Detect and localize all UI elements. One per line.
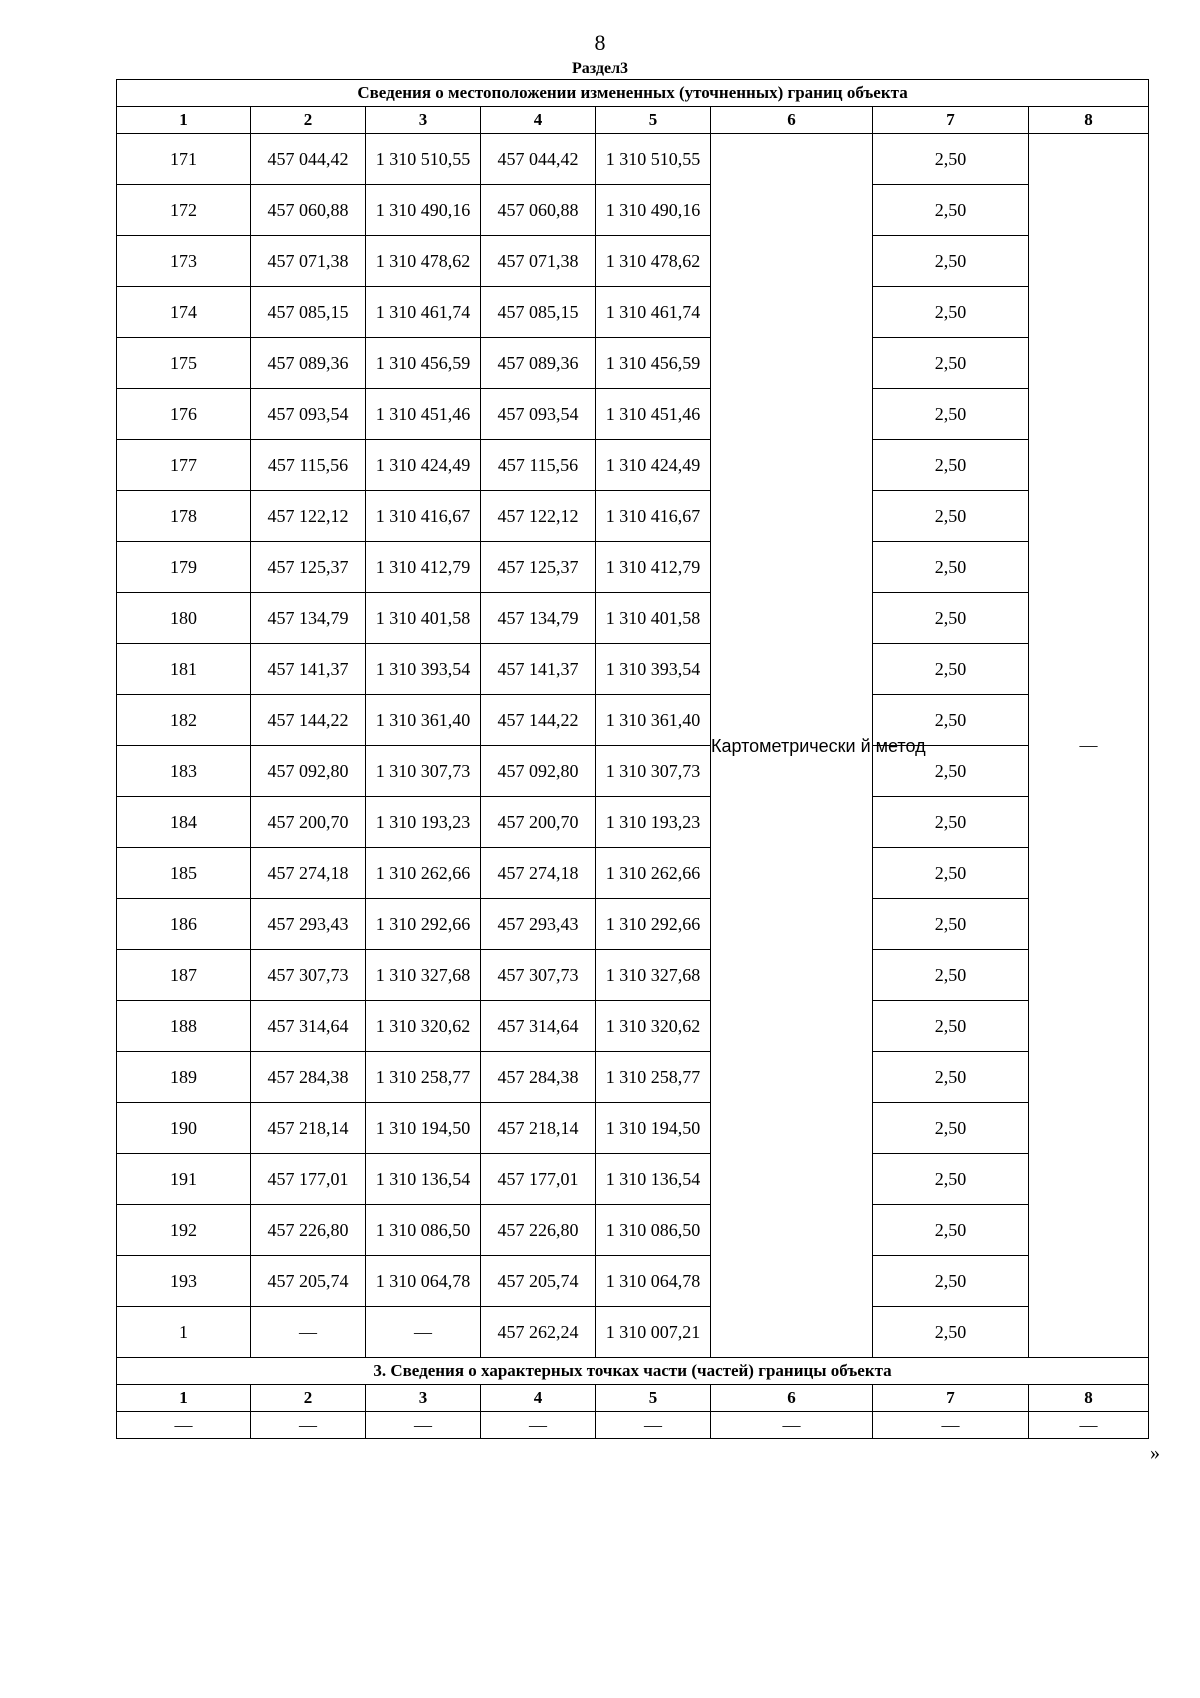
point-number-cell: 178 [117, 491, 251, 542]
accuracy-cell: 2,50 [873, 899, 1029, 950]
x-refined-cell: 457 177,01 [481, 1154, 596, 1205]
accuracy-cell: 2,50 [873, 542, 1029, 593]
accuracy-cell: 2,50 [873, 185, 1029, 236]
accuracy-cell: 2,50 [873, 1307, 1029, 1358]
table-row [117, 1205, 1149, 1256]
y-refined-cell: 1 310 401,58 [596, 593, 711, 644]
x-refined-cell: 457 089,36 [481, 338, 596, 389]
x-existing-cell: 457 205,74 [251, 1256, 366, 1307]
table1-title: Сведения о местоположении измененных (уточненных) границ объекта [117, 80, 1149, 107]
x-refined-cell: 457 092,80 [481, 746, 596, 797]
y-refined-cell: 1 310 461,74 [596, 287, 711, 338]
empty-value-cell: — [251, 1412, 366, 1439]
y-refined-cell: 1 310 424,49 [596, 440, 711, 491]
empty-value-cell: — [481, 1412, 596, 1439]
x-existing-cell: 457 085,15 [251, 287, 366, 338]
table-row [117, 1307, 1149, 1358]
empty-value-cell: — [873, 1412, 1029, 1439]
point-number-cell: 186 [117, 899, 251, 950]
y-existing-cell: 1 310 490,16 [366, 185, 481, 236]
x-refined-cell: 457 262,24 [481, 1307, 596, 1358]
accuracy-cell: 2,50 [873, 695, 1029, 746]
x-existing-cell: 457 092,80 [251, 746, 366, 797]
boundary-coordinates-table [116, 79, 1149, 1439]
column-number-row [117, 1385, 1149, 1412]
point-number-cell: 193 [117, 1256, 251, 1307]
table-row [117, 1412, 1149, 1439]
x-refined-cell: 457 115,56 [481, 440, 596, 491]
accuracy-cell: 2,50 [873, 950, 1029, 1001]
x-existing-cell: 457 093,54 [251, 389, 366, 440]
column-number: 3 [366, 107, 481, 134]
x-existing-cell: — [251, 1307, 366, 1358]
y-existing-cell: 1 310 412,79 [366, 542, 481, 593]
point-number-cell: 191 [117, 1154, 251, 1205]
x-refined-cell: 457 205,74 [481, 1256, 596, 1307]
y-existing-cell: — [366, 1307, 481, 1358]
point-number-cell: 180 [117, 593, 251, 644]
y-refined-cell: 1 310 327,68 [596, 950, 711, 1001]
empty-value-cell: — [1029, 1412, 1149, 1439]
x-refined-cell: 457 226,80 [481, 1205, 596, 1256]
x-refined-cell: 457 307,73 [481, 950, 596, 1001]
y-existing-cell: 1 310 461,74 [366, 287, 481, 338]
y-refined-cell: 1 310 510,55 [596, 134, 711, 185]
x-existing-cell: 457 089,36 [251, 338, 366, 389]
column-number: 1 [117, 107, 251, 134]
y-existing-cell: 1 310 361,40 [366, 695, 481, 746]
y-refined-cell: 1 310 292,66 [596, 899, 711, 950]
point-number-cell: 190 [117, 1103, 251, 1154]
x-refined-cell: 457 134,79 [481, 593, 596, 644]
x-existing-cell: 457 060,88 [251, 185, 366, 236]
x-refined-cell: 457 144,22 [481, 695, 596, 746]
accuracy-cell: 2,50 [873, 1052, 1029, 1103]
table-row [117, 542, 1149, 593]
x-existing-cell: 457 122,12 [251, 491, 366, 542]
x-refined-cell: 457 071,38 [481, 236, 596, 287]
column-number: 8 [1029, 1385, 1149, 1412]
accuracy-cell: 2,50 [873, 491, 1029, 542]
section-title: Раздел3 [571, 60, 629, 77]
column-number: 7 [873, 107, 1029, 134]
table-row [117, 695, 1149, 746]
accuracy-cell: 2,50 [873, 797, 1029, 848]
x-refined-cell: 457 085,15 [481, 287, 596, 338]
table-row [117, 236, 1149, 287]
x-refined-cell: 457 200,70 [481, 797, 596, 848]
x-existing-cell: 457 115,56 [251, 440, 366, 491]
table-row [117, 134, 1149, 185]
y-existing-cell: 1 310 262,66 [366, 848, 481, 899]
y-refined-cell: 1 310 258,77 [596, 1052, 711, 1103]
accuracy-cell: 2,50 [873, 338, 1029, 389]
closing-quote: » [1150, 1442, 1160, 1464]
accuracy-cell: 2,50 [873, 1001, 1029, 1052]
column-number: 1 [117, 1385, 251, 1412]
column-number: 6 [711, 107, 873, 134]
table-row [117, 1256, 1149, 1307]
y-refined-cell: 1 310 086,50 [596, 1205, 711, 1256]
x-existing-cell: 457 284,38 [251, 1052, 366, 1103]
y-refined-cell: 1 310 136,54 [596, 1154, 711, 1205]
y-existing-cell: 1 310 416,67 [366, 491, 481, 542]
accuracy-cell: 2,50 [873, 440, 1029, 491]
empty-value-cell: — [117, 1412, 251, 1439]
point-number-cell: 192 [117, 1205, 251, 1256]
x-refined-cell: 457 293,43 [481, 899, 596, 950]
x-existing-cell: 457 144,22 [251, 695, 366, 746]
x-refined-cell: 457 060,88 [481, 185, 596, 236]
table-row [117, 746, 1149, 797]
table-row [117, 287, 1149, 338]
x-existing-cell: 457 125,37 [251, 542, 366, 593]
table-row [117, 1103, 1149, 1154]
point-number-cell: 177 [117, 440, 251, 491]
accuracy-cell: 2,50 [873, 746, 1029, 797]
point-number-cell: 173 [117, 236, 251, 287]
y-existing-cell: 1 310 064,78 [366, 1256, 481, 1307]
x-existing-cell: 457 200,70 [251, 797, 366, 848]
point-number-cell: 172 [117, 185, 251, 236]
y-existing-cell: 1 310 193,23 [366, 797, 481, 848]
point-number-cell: 183 [117, 746, 251, 797]
x-refined-cell: 457 044,42 [481, 134, 596, 185]
table-row [117, 593, 1149, 644]
table-row [117, 1052, 1149, 1103]
x-existing-cell: 457 307,73 [251, 950, 366, 1001]
y-existing-cell: 1 310 307,73 [366, 746, 481, 797]
point-number-cell: 171 [117, 134, 251, 185]
column-number: 6 [711, 1385, 873, 1412]
y-existing-cell: 1 310 136,54 [366, 1154, 481, 1205]
x-refined-cell: 457 122,12 [481, 491, 596, 542]
table-row [117, 389, 1149, 440]
point-number-cell: 182 [117, 695, 251, 746]
column-number: 3 [366, 1385, 481, 1412]
y-refined-cell: 1 310 416,67 [596, 491, 711, 542]
empty-value-cell: — [366, 1412, 481, 1439]
y-existing-cell: 1 310 478,62 [366, 236, 481, 287]
column-number: 4 [481, 107, 596, 134]
accuracy-cell: 2,50 [873, 287, 1029, 338]
x-existing-cell: 457 274,18 [251, 848, 366, 899]
y-refined-cell: 1 310 393,54 [596, 644, 711, 695]
table-row [117, 1001, 1149, 1052]
accuracy-cell: 2,50 [873, 1103, 1029, 1154]
point-number-cell: 175 [117, 338, 251, 389]
y-refined-cell: 1 310 194,50 [596, 1103, 711, 1154]
accuracy-cell: 2,50 [873, 1256, 1029, 1307]
y-refined-cell: 1 310 478,62 [596, 236, 711, 287]
y-refined-cell: 1 310 361,40 [596, 695, 711, 746]
x-refined-cell: 457 284,38 [481, 1052, 596, 1103]
method-cell: Картометрически й метод [711, 134, 873, 1358]
y-refined-cell: 1 310 412,79 [596, 542, 711, 593]
point-number-cell: 181 [117, 644, 251, 695]
table-row [117, 440, 1149, 491]
empty-value-cell: — [596, 1412, 711, 1439]
y-existing-cell: 1 310 292,66 [366, 899, 481, 950]
accuracy-cell: 2,50 [873, 848, 1029, 899]
y-existing-cell: 1 310 393,54 [366, 644, 481, 695]
x-refined-cell: 457 218,14 [481, 1103, 596, 1154]
table-row [117, 491, 1149, 542]
point-number-cell: 174 [117, 287, 251, 338]
y-refined-cell: 1 310 307,73 [596, 746, 711, 797]
y-existing-cell: 1 310 510,55 [366, 134, 481, 185]
y-refined-cell: 1 310 007,21 [596, 1307, 711, 1358]
x-refined-cell: 457 274,18 [481, 848, 596, 899]
page-number: 8 [594, 30, 606, 55]
table-row [117, 797, 1149, 848]
table-row [117, 848, 1149, 899]
y-refined-cell: 1 310 262,66 [596, 848, 711, 899]
column-number: 2 [251, 107, 366, 134]
y-refined-cell: 1 310 490,16 [596, 185, 711, 236]
x-existing-cell: 457 226,80 [251, 1205, 366, 1256]
y-existing-cell: 1 310 424,49 [366, 440, 481, 491]
y-refined-cell: 1 310 456,59 [596, 338, 711, 389]
column-number: 5 [596, 1385, 711, 1412]
table-row [117, 644, 1149, 695]
table-row [117, 950, 1149, 1001]
table-row [117, 185, 1149, 236]
x-existing-cell: 457 218,14 [251, 1103, 366, 1154]
column-number: 4 [481, 1385, 596, 1412]
x-existing-cell: 457 177,01 [251, 1154, 366, 1205]
accuracy-cell: 2,50 [873, 1205, 1029, 1256]
y-existing-cell: 1 310 258,77 [366, 1052, 481, 1103]
y-existing-cell: 1 310 456,59 [366, 338, 481, 389]
x-refined-cell: 457 141,37 [481, 644, 596, 695]
point-number-cell: 188 [117, 1001, 251, 1052]
y-existing-cell: 1 310 327,68 [366, 950, 481, 1001]
column-number-row [117, 107, 1149, 134]
table2-title: 3. Сведения о характерных точках части (частей) границы объекта [117, 1358, 1149, 1385]
description-cell: — [1029, 134, 1149, 1358]
y-existing-cell: 1 310 086,50 [366, 1205, 481, 1256]
point-number-cell: 187 [117, 950, 251, 1001]
x-refined-cell: 457 125,37 [481, 542, 596, 593]
y-existing-cell: 1 310 401,58 [366, 593, 481, 644]
y-existing-cell: 1 310 320,62 [366, 1001, 481, 1052]
x-existing-cell: 457 071,38 [251, 236, 366, 287]
column-number: 8 [1029, 107, 1149, 134]
empty-value-cell: — [711, 1412, 873, 1439]
column-number: 7 [873, 1385, 1029, 1412]
x-existing-cell: 457 044,42 [251, 134, 366, 185]
y-existing-cell: 1 310 451,46 [366, 389, 481, 440]
x-existing-cell: 457 314,64 [251, 1001, 366, 1052]
y-refined-cell: 1 310 193,23 [596, 797, 711, 848]
point-number-cell: 179 [117, 542, 251, 593]
table-row [117, 899, 1149, 950]
x-existing-cell: 457 293,43 [251, 899, 366, 950]
accuracy-cell: 2,50 [873, 593, 1029, 644]
point-number-cell: 189 [117, 1052, 251, 1103]
x-existing-cell: 457 141,37 [251, 644, 366, 695]
table-row [117, 338, 1149, 389]
accuracy-cell: 2,50 [873, 236, 1029, 287]
column-number: 2 [251, 1385, 366, 1412]
y-existing-cell: 1 310 194,50 [366, 1103, 481, 1154]
x-existing-cell: 457 134,79 [251, 593, 366, 644]
point-number-cell: 185 [117, 848, 251, 899]
accuracy-cell: 2,50 [873, 134, 1029, 185]
accuracy-cell: 2,50 [873, 389, 1029, 440]
table-row [117, 1154, 1149, 1205]
column-number: 5 [596, 107, 711, 134]
y-refined-cell: 1 310 064,78 [596, 1256, 711, 1307]
x-refined-cell: 457 093,54 [481, 389, 596, 440]
y-refined-cell: 1 310 320,62 [596, 1001, 711, 1052]
accuracy-cell: 2,50 [873, 1154, 1029, 1205]
y-refined-cell: 1 310 451,46 [596, 389, 711, 440]
point-number-cell: 184 [117, 797, 251, 848]
accuracy-cell: 2,50 [873, 644, 1029, 695]
x-refined-cell: 457 314,64 [481, 1001, 596, 1052]
point-number-cell: 176 [117, 389, 251, 440]
point-number-cell: 1 [117, 1307, 251, 1358]
